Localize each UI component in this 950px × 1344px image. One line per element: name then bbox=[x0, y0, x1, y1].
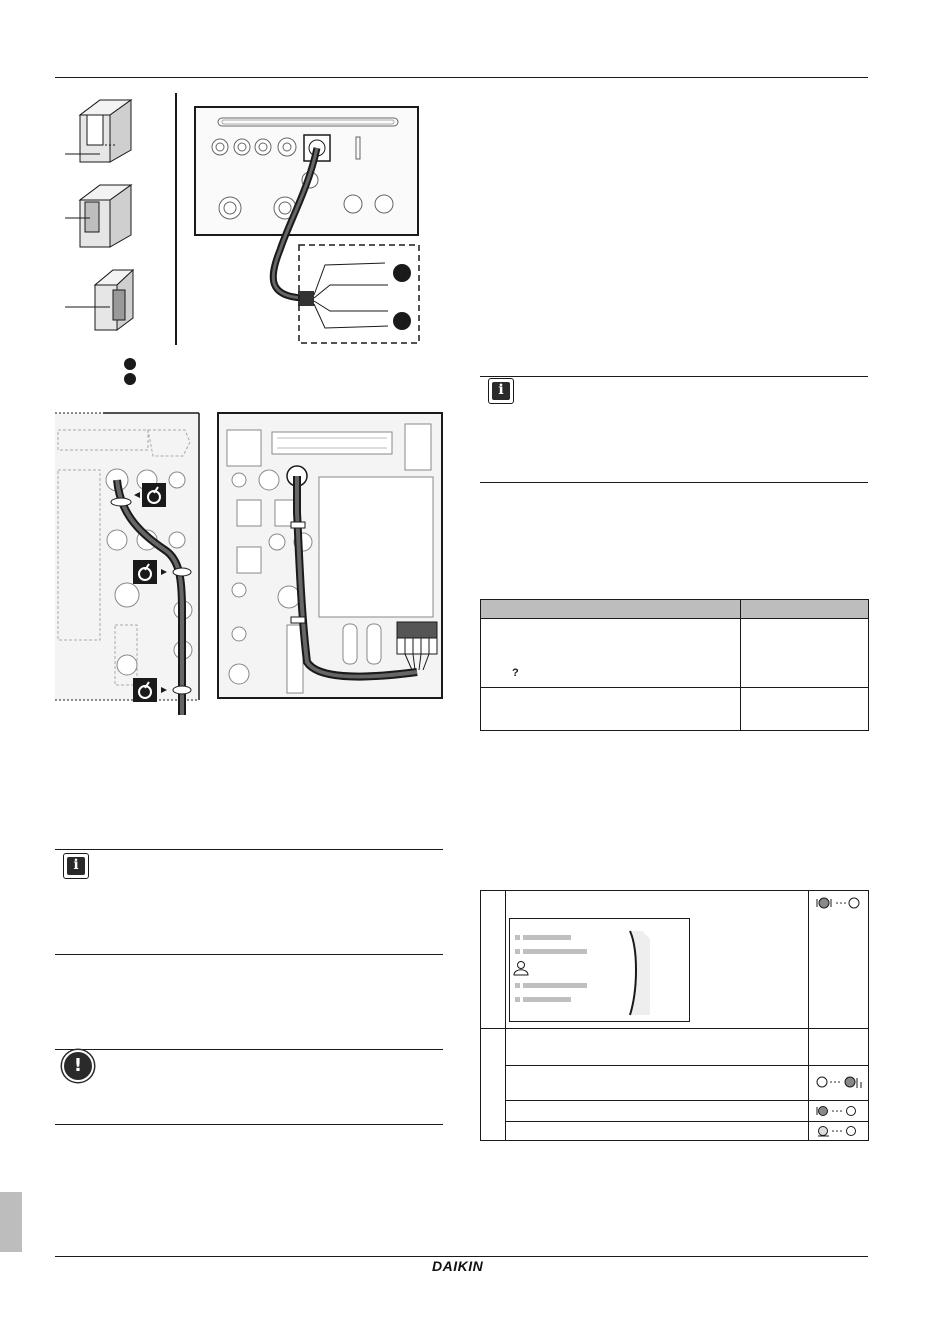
step-number-cell bbox=[481, 1029, 506, 1141]
warning-icon: ! bbox=[62, 1050, 94, 1082]
cut-block-1 bbox=[80, 100, 131, 162]
table-cell bbox=[741, 688, 869, 731]
left-info-bottom-rule bbox=[55, 954, 443, 955]
info-icon: i bbox=[63, 853, 89, 879]
settings-table bbox=[480, 599, 869, 731]
knockout-cutting-figure bbox=[55, 90, 185, 350]
table-header-row bbox=[481, 600, 869, 619]
side-thumb-tab bbox=[0, 1192, 22, 1252]
table-row bbox=[481, 619, 869, 688]
table-header-cell bbox=[481, 600, 741, 619]
step-number-cell bbox=[481, 891, 506, 1029]
knob-cell bbox=[809, 1029, 869, 1066]
menu-screen-figure bbox=[510, 919, 689, 1021]
right-info-top-rule bbox=[480, 376, 868, 377]
table-row bbox=[481, 1101, 869, 1122]
left-warning-top-rule bbox=[55, 1049, 443, 1050]
screen-illustration bbox=[509, 918, 690, 1022]
footer-rule bbox=[55, 1256, 868, 1257]
info-icon: i bbox=[488, 378, 514, 404]
knob-turn-icon bbox=[815, 895, 861, 911]
knob-cell bbox=[809, 1122, 869, 1141]
brand-logo: DAIKIN bbox=[432, 1258, 484, 1274]
figure-legend-bullets bbox=[122, 357, 138, 387]
table-cell bbox=[741, 619, 869, 688]
figure-divider bbox=[175, 93, 177, 345]
table-row bbox=[481, 1122, 869, 1141]
question-glyph: ? bbox=[512, 667, 519, 679]
knob-turn-icon bbox=[815, 1124, 861, 1138]
step-content-cell bbox=[506, 1101, 809, 1122]
knob-cell bbox=[809, 1066, 869, 1101]
step-content-cell bbox=[506, 1122, 809, 1141]
table-row bbox=[481, 1066, 869, 1101]
left-warning-bottom-rule bbox=[55, 1124, 443, 1125]
step-content-cell bbox=[506, 1029, 809, 1066]
table-row bbox=[481, 1029, 869, 1066]
step-content-cell bbox=[506, 891, 809, 1029]
table-row bbox=[481, 688, 869, 731]
cut-block-2 bbox=[80, 185, 131, 247]
right-info-bottom-rule bbox=[480, 482, 868, 483]
knob-cell bbox=[809, 891, 869, 1029]
header-rule bbox=[55, 77, 868, 78]
procedure-table bbox=[480, 890, 869, 1141]
cable-routing-figure bbox=[55, 410, 207, 715]
cut-block-3 bbox=[95, 270, 133, 330]
knob-turn-icon bbox=[815, 1074, 865, 1090]
knob-turn-icon bbox=[815, 1104, 861, 1118]
table-cell bbox=[481, 619, 741, 688]
table-row bbox=[481, 891, 869, 1029]
user-icon bbox=[514, 962, 528, 976]
knob-cell bbox=[809, 1101, 869, 1122]
table-header-cell bbox=[741, 600, 869, 619]
gland-plate-figure bbox=[190, 100, 430, 350]
left-info-top-rule bbox=[55, 849, 443, 850]
table-cell bbox=[481, 688, 741, 731]
step-content-cell bbox=[506, 1066, 809, 1101]
pcb-connection-figure bbox=[217, 412, 443, 700]
